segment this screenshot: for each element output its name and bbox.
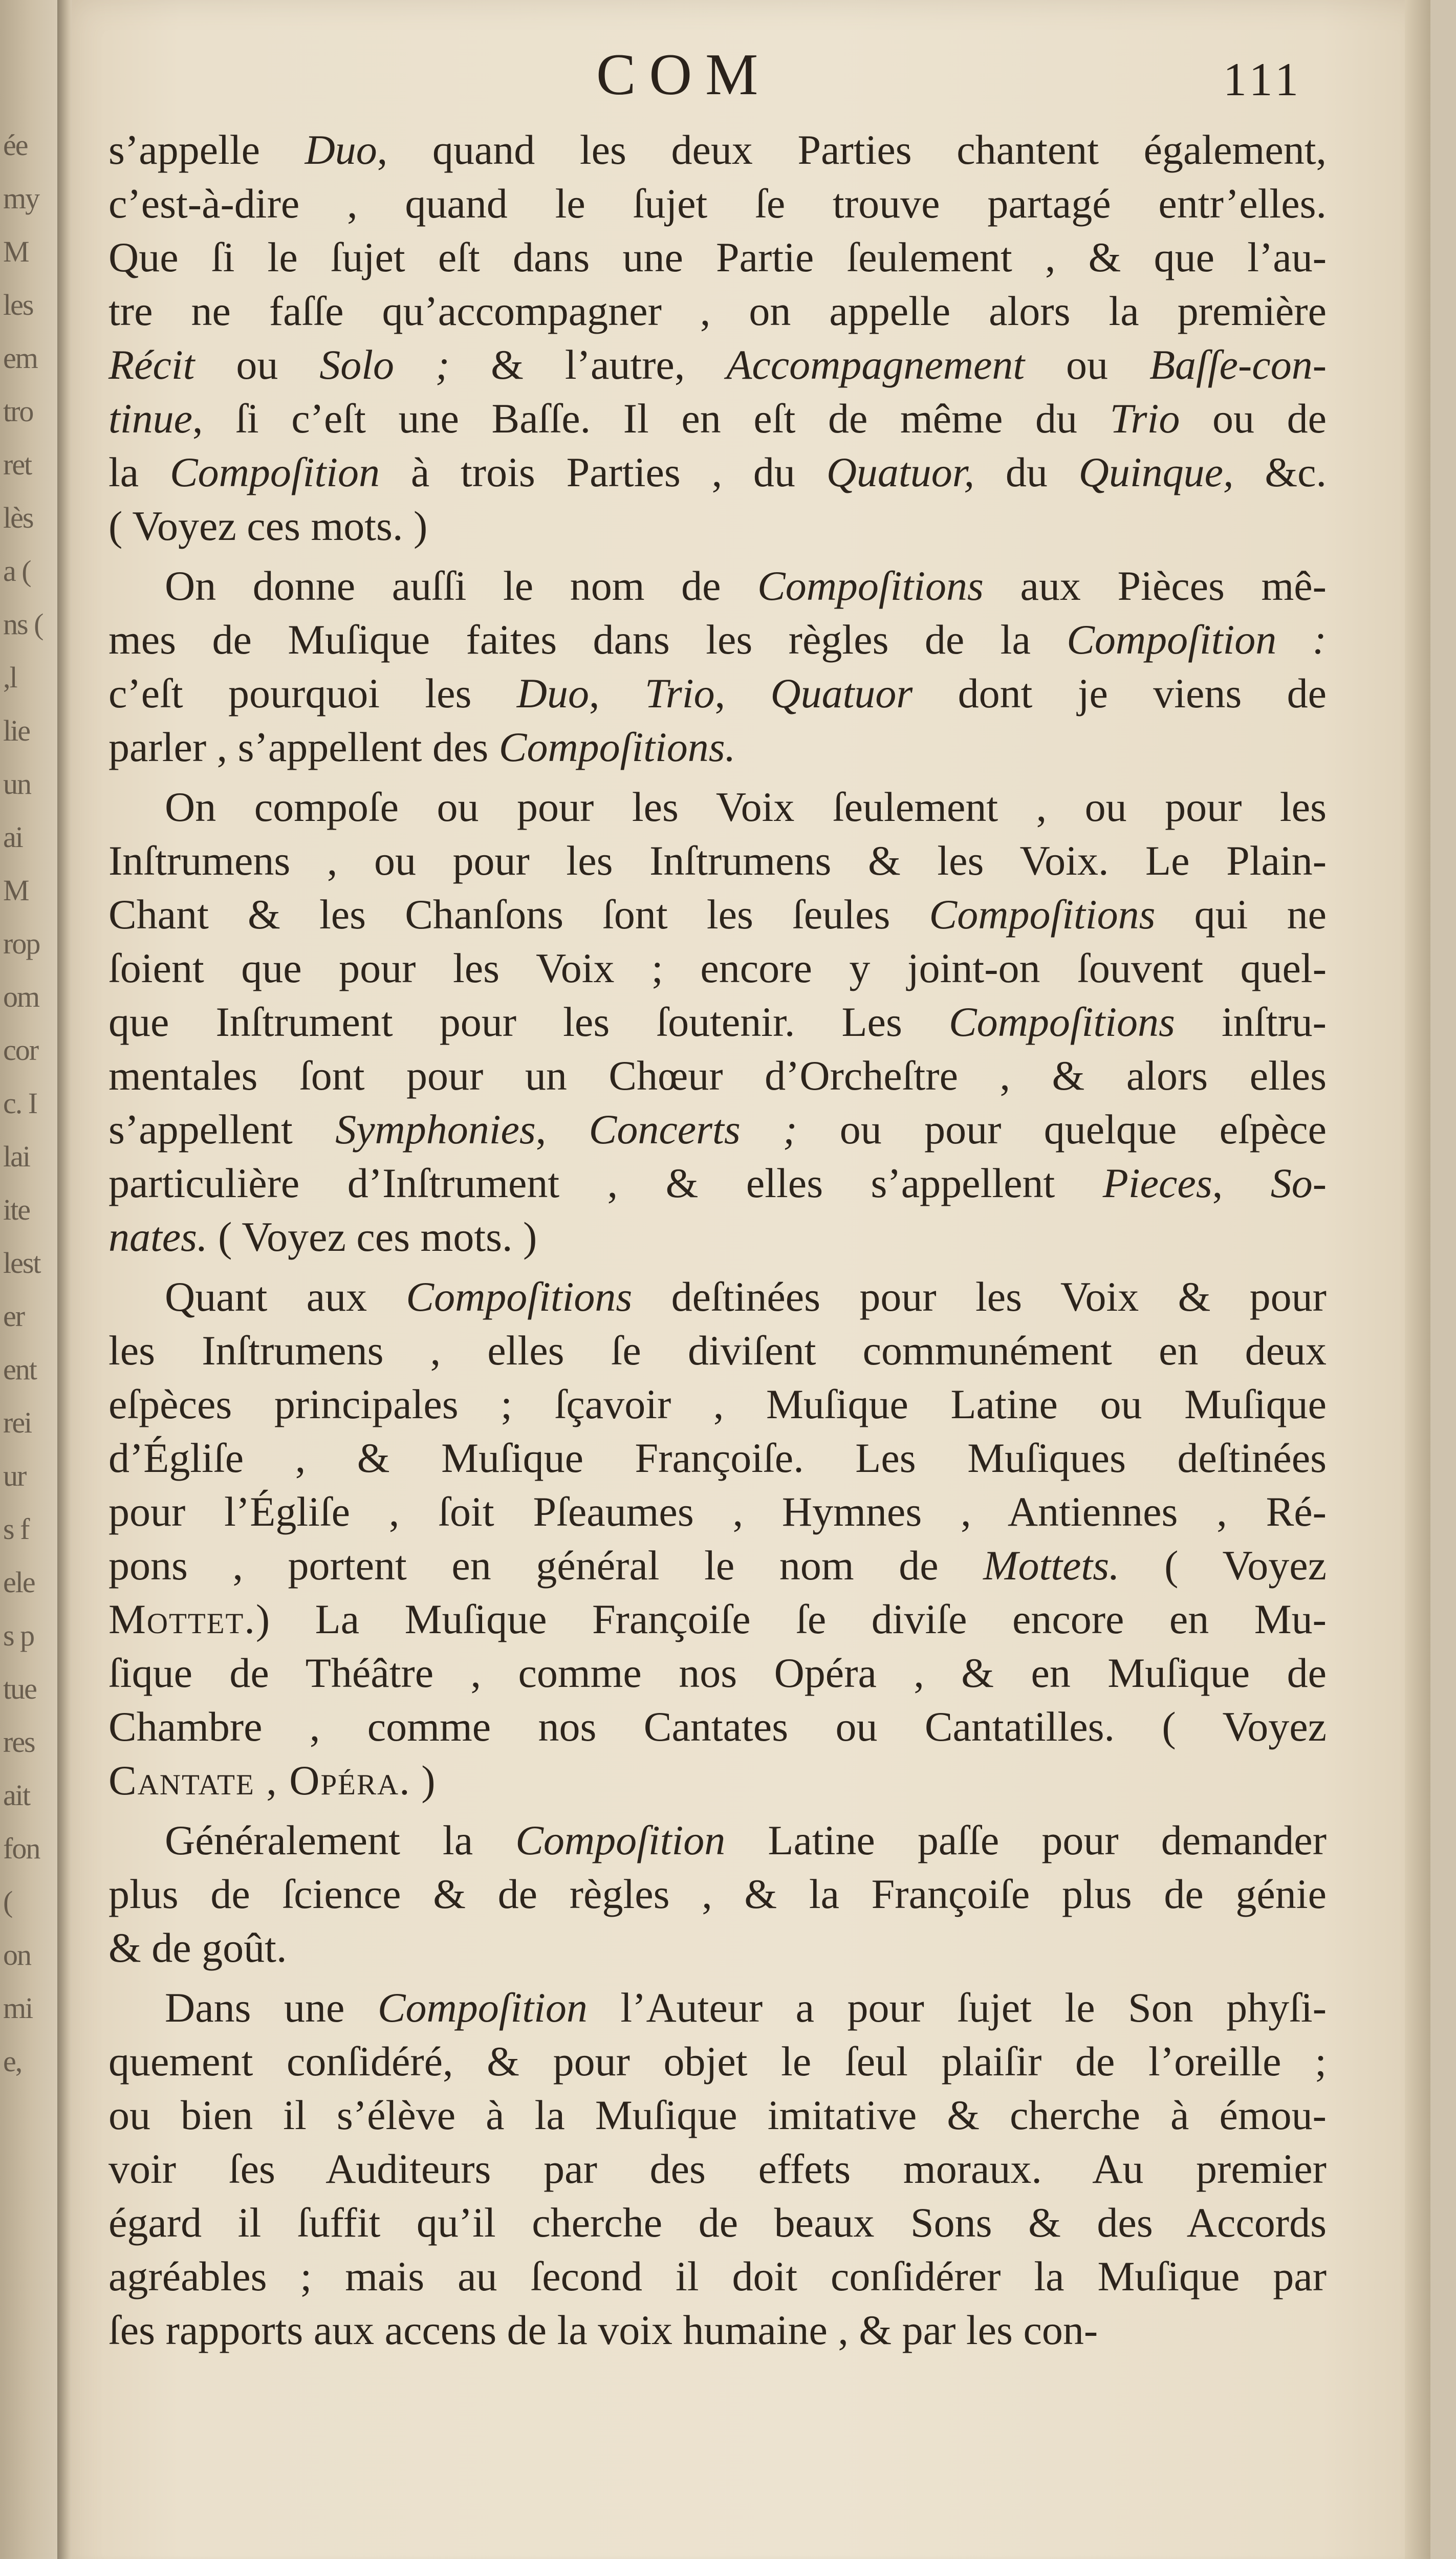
text-line <box>108 1049 1327 1102</box>
text-run: c’est-à-dire , quand le ſujet ſe trouve partagé entr’elles. <box>108 180 1327 227</box>
text-line <box>108 1485 1327 1538</box>
text-line <box>108 1753 1327 1807</box>
text-line <box>108 123 1327 177</box>
text-line <box>108 445 1327 499</box>
text-line <box>108 392 1327 445</box>
text-line <box>108 1921 1327 1975</box>
italic-term: Concerts ; <box>589 1106 797 1153</box>
text-line <box>108 1431 1327 1485</box>
italic-term: Compoſitions <box>406 1273 633 1320</box>
text-run: ſique de Théâtre , comme nos Opéra , & en Muſique de <box>108 1650 1327 1696</box>
text-line <box>108 1867 1327 1921</box>
text-line <box>108 1210 1327 1264</box>
text-line <box>108 2142 1327 2196</box>
margin-fragment: rop <box>3 927 40 960</box>
text-run: ou bien il s’élève à la Muſique imitative & cherche à émou- <box>108 2092 1327 2138</box>
text-run: Latine paſſe pour demander <box>725 1817 1327 1863</box>
text-run: , ſi c’eſt une Baſſe. Il en eſt de même du <box>192 395 1110 442</box>
text-run: la <box>108 449 170 495</box>
text-line <box>108 1981 1327 2034</box>
italic-term: Compoſition <box>377 1984 588 2031</box>
margin-fragment: tro <box>3 395 33 428</box>
text-run: aux Pièces mê- <box>983 562 1327 609</box>
text-run: agréables ; mais au ſecond il doit conſidérer la Muſique par <box>108 2253 1327 2300</box>
text-run: & l’autre, <box>449 341 727 388</box>
text-run: ( Voyez <box>1119 1542 1327 1589</box>
margin-fragment: c. I <box>3 1087 37 1120</box>
italic-term: Mottets. <box>983 1542 1120 1589</box>
text-run: ) La Muſique Françoiſe ſe diviſe encore en Mu- <box>255 1596 1327 1642</box>
text-line <box>108 2034 1327 2088</box>
text-run: Chambre , comme nos Cantates ou Cantatilles. ( Voyez <box>108 1703 1327 1750</box>
margin-fragment: om <box>3 980 39 1013</box>
text-run: , <box>589 670 645 717</box>
italic-term: Compoſitions <box>929 891 1156 938</box>
text-run: égard il ſuffit qu’il cherche de beaux Sons & des Accords <box>108 2199 1327 2246</box>
text-run: Dans une <box>165 1984 378 2031</box>
text-line <box>108 499 1327 553</box>
text-line <box>108 2088 1327 2142</box>
text-line <box>108 666 1327 720</box>
italic-term: Compoſitions <box>948 999 1175 1045</box>
margin-fragment: les <box>3 288 33 321</box>
text-line <box>108 1813 1327 1867</box>
margin-fragment: cor <box>3 1033 38 1067</box>
text-run: ) <box>410 1757 436 1804</box>
margin-fragment: ele <box>3 1566 35 1599</box>
margin-fragment: s f <box>3 1512 29 1546</box>
text-line <box>108 338 1327 392</box>
margin-fragment: ai <box>3 820 23 854</box>
text-line <box>108 1592 1327 1646</box>
italic-term: Compoſitions. <box>498 724 736 770</box>
italic-term: Pieces <box>1102 1160 1212 1206</box>
margin-fragment: lie <box>3 714 30 747</box>
text-run: mes de Muſique faites dans les règles de la <box>108 616 1067 663</box>
margin-fragment: ée <box>3 128 28 162</box>
margin-fragment: s p <box>3 1619 34 1652</box>
text-line <box>108 177 1327 230</box>
margin-fragment: fon <box>3 1832 40 1865</box>
margin-fragment: ( <box>3 1885 12 1918</box>
margin-fragment: rei <box>3 1406 32 1439</box>
text-run: ſoient que pour les Voix ; encore y joint-on ſouvent quel- <box>108 945 1327 991</box>
italic-term: Compoſition <box>169 449 380 495</box>
text-run: , <box>1212 1160 1271 1206</box>
margin-fragment: ur <box>3 1459 26 1492</box>
page-edge-shadow <box>1405 0 1430 2559</box>
text-line <box>108 613 1327 666</box>
italic-term: tinue <box>108 395 192 442</box>
text-run: particulière d’Inſtrument , & elles s’appellent <box>108 1160 1103 1206</box>
paragraph <box>108 559 1327 774</box>
margin-fragment: res <box>3 1725 35 1759</box>
margin-fragment: tue <box>3 1672 36 1705</box>
italic-term: Compoſition <box>515 1817 726 1863</box>
margin-fragment: lai <box>3 1140 30 1173</box>
margin-fragment: lest <box>3 1246 40 1280</box>
paragraph <box>108 123 1327 553</box>
italic-term: So- <box>1270 1160 1327 1206</box>
text-line <box>108 230 1327 284</box>
body-text <box>108 123 1327 2357</box>
text-run: pons , portent en général le nom de <box>108 1542 984 1589</box>
margin-fragment: a ( <box>3 554 31 588</box>
margin-fragment: on <box>3 1938 31 1971</box>
text-line <box>108 1538 1327 1592</box>
text-run: à trois Parties , du <box>380 449 827 495</box>
text-run: pour l’Égliſe , ſoit Pſeaumes , Hymnes , Antiennes , Ré- <box>108 1488 1327 1535</box>
italic-term: Trio <box>644 670 715 717</box>
text-line <box>108 834 1327 887</box>
text-line <box>108 1646 1327 1700</box>
italic-term: Compoſitions <box>757 562 984 609</box>
text-run: On compoſe ou pour les Voix ſeulement , ou pour les <box>165 784 1327 830</box>
text-run: ou pour quelque eſpèce <box>797 1106 1327 1153</box>
text-run: Que ſi le ſujet eſt dans une Partie ſeulement , & que l’au- <box>108 234 1327 280</box>
text-run: , <box>714 670 771 717</box>
margin-fragment: un <box>3 767 31 800</box>
italic-term: Quatuor, <box>826 449 975 495</box>
margin-fragment: ,l <box>3 661 17 694</box>
text-run: Généralement la <box>165 1817 516 1863</box>
small-caps-reference: Mottet. <box>108 1596 256 1642</box>
italic-term: Symphonies <box>335 1106 536 1153</box>
paragraph <box>108 1270 1327 1807</box>
text-run: tre ne faſſe qu’accompagner , on appelle alors la première <box>108 288 1327 334</box>
italic-term: Duo <box>305 126 377 173</box>
text-run: eſpèces principales ; ſçavoir , Muſique Latine ou Muſique <box>108 1381 1327 1427</box>
paragraph <box>108 1813 1327 1975</box>
text-run: l’Auteur a pour ſujet le Son phyſi- <box>587 1984 1327 2031</box>
text-run: deſtinées pour les Voix & pour <box>632 1273 1327 1320</box>
text-line <box>108 1377 1327 1431</box>
text-line <box>108 720 1327 774</box>
margin-fragment: em <box>3 341 37 375</box>
text-run: ou de <box>1180 395 1327 442</box>
italic-term: nates. <box>108 1213 208 1260</box>
text-run: &c. <box>1233 449 1327 495</box>
italic-term: Compoſition : <box>1067 616 1327 663</box>
text-line <box>108 2196 1327 2249</box>
italic-term: Trio <box>1110 395 1180 442</box>
italic-term: Quatuor <box>770 670 913 717</box>
text-line <box>108 1324 1327 1377</box>
margin-fragment: M <box>3 874 29 907</box>
margin-fragment: ite <box>3 1193 30 1226</box>
text-run: s’appelle <box>108 126 305 173</box>
page-number: 111 <box>1223 53 1303 105</box>
margin-fragment: e, <box>3 2045 22 2078</box>
margin-fragment: ait <box>3 1779 30 1812</box>
margin-fragment: er <box>3 1299 25 1333</box>
text-run: , quand les deux Parties chantent également, <box>377 126 1327 173</box>
text-run: s’appellent <box>108 1106 336 1153</box>
text-run: ſes rapports aux accens de la voix humaine , & par les con- <box>108 2307 1098 2353</box>
text-run: qui ne <box>1155 891 1327 938</box>
margin-fragment: mi <box>3 1991 33 2025</box>
text-run: Chant & les Chanſons ſont les ſeules <box>108 891 929 938</box>
page-bottom-edge <box>72 2555 1456 2559</box>
italic-term: Récit <box>108 341 195 388</box>
text-line <box>108 284 1327 338</box>
italic-term: Baſſe-con- <box>1149 341 1327 388</box>
text-run: quement conſidéré, & pour objet le ſeul plaiſir de l’oreille ; <box>108 2038 1327 2085</box>
text-run: Inſtrumens , ou pour les Inſtrumens & les Voix. Le Plain- <box>108 837 1327 884</box>
paragraph <box>108 780 1327 1264</box>
text-line <box>108 887 1327 941</box>
text-run: ou <box>194 341 320 388</box>
book-page <box>72 0 1430 2559</box>
text-line <box>108 2303 1327 2357</box>
text-run: voir ſes Auditeurs par des effets moraux. Au premier <box>108 2145 1327 2192</box>
text-run: inſtru- <box>1175 999 1327 1045</box>
margin-fragment: ns ( <box>3 608 43 641</box>
text-line <box>108 941 1327 995</box>
text-run: dont je viens de <box>912 670 1327 717</box>
page-header <box>72 41 1430 118</box>
text-run: & de goût. <box>108 1924 287 1971</box>
text-run: ou <box>1025 341 1149 388</box>
running-head: COM <box>596 42 772 107</box>
text-run: parler , s’appellent des <box>108 724 499 770</box>
margin-fragment: ret <box>3 448 32 481</box>
italic-term: Duo <box>516 670 589 717</box>
text-run: On donne auſſi le nom de <box>165 562 758 609</box>
text-line <box>108 1102 1327 1156</box>
margin-fragment: M <box>3 235 29 268</box>
text-run: plus de ſcience & de règles , & la Françoiſe plus de génie <box>108 1871 1327 1917</box>
margin-fragment: my <box>3 182 39 215</box>
text-line <box>108 995 1327 1049</box>
text-run: mentales ſont pour un Chœur d’Orcheſtre , & alors elles <box>108 1052 1327 1099</box>
text-run: ( Voyez ces mots. ) <box>207 1213 537 1260</box>
text-run: d’Égliſe , & Muſique Françoiſe. Les Muſiques deſtinées <box>108 1435 1327 1481</box>
text-line <box>108 780 1327 834</box>
margin-fragment: lès <box>3 501 33 534</box>
text-line <box>108 1156 1327 1210</box>
text-line <box>108 2249 1327 2303</box>
italic-term: Accompagnement <box>726 341 1025 388</box>
text-line <box>108 559 1327 613</box>
text-run: les Inſtrumens , elles ſe diviſent communément en deux <box>108 1327 1327 1374</box>
italic-term: Solo ; <box>319 341 450 388</box>
text-run: , <box>535 1106 589 1153</box>
text-run: Quant aux <box>165 1273 406 1320</box>
text-run: du <box>974 449 1079 495</box>
text-run: c’eſt pourquoi les <box>108 670 517 717</box>
text-line <box>108 1270 1327 1324</box>
text-line <box>108 1700 1327 1753</box>
text-run: que Inſtrument pour les ſoutenir. Les <box>108 999 949 1045</box>
small-caps-reference: Cantate , Opéra. <box>108 1757 411 1804</box>
italic-term: Quinque, <box>1078 449 1234 495</box>
margin-fragment: ent <box>3 1353 36 1386</box>
paragraph <box>108 1981 1327 2357</box>
adjacent-page-sliver <box>0 0 61 2559</box>
text-run: ( Voyez ces mots. ) <box>108 503 428 549</box>
